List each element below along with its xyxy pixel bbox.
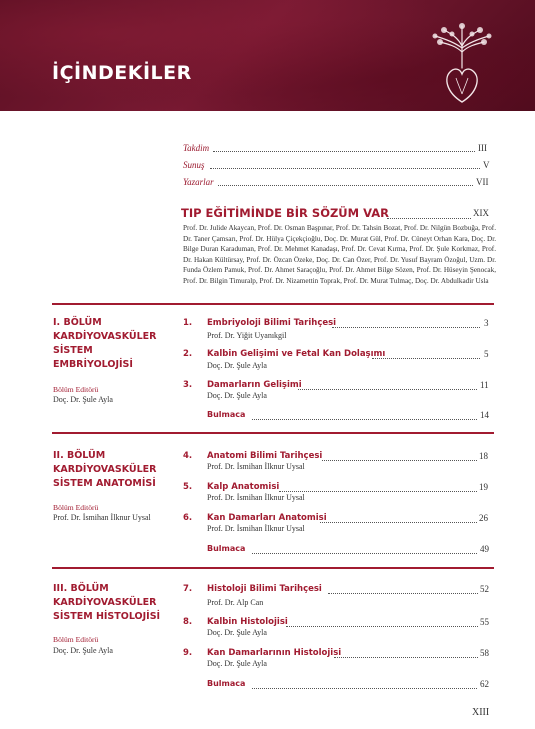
page-number: XIII — [472, 707, 490, 718]
leader-dots — [320, 514, 477, 523]
chapter-number: 4. — [183, 451, 193, 461]
part-title: II. BÖLÜM KARDİYOVASKÜLER SİSTEM ANATOMİSİ — [53, 450, 157, 489]
chapter-number: 3. — [183, 380, 193, 390]
toc-front-label[interactable]: Sunuş — [183, 160, 205, 170]
editor-name: Prof. Dr. İsmihan İlknur Uysal — [53, 513, 151, 522]
toc-front-page: III — [478, 143, 487, 153]
bulmaca-page: 14 — [480, 410, 489, 420]
tip-section-page: XIX — [473, 208, 489, 218]
leader-dots — [252, 680, 477, 689]
leader-dots — [210, 160, 480, 169]
leader-dots — [218, 177, 473, 186]
leader-dots — [252, 411, 477, 420]
editor-label: Bölüm Editörü — [53, 635, 99, 644]
chapter-title[interactable]: Kan Damarlarının Histolojisi — [207, 648, 342, 658]
chapter-number: 5. — [183, 482, 193, 492]
chapter-author: Doç. Dr. Şule Ayla — [207, 361, 267, 370]
toc-front-page: V — [483, 160, 490, 170]
tip-authors-list: Prof. Dr. Julide Akaycan, Prof. Dr. Osman Başpınar, Prof. Dr. Tahsin Bozat, Prof. Dr. Nilgün Bozbuğa, Prof. Dr. Taner Çamsarı, Prof. Dr. Hülya Çiçekçioğlu, Doç. Dr. Murat Gül, Prof. Dr. Cüneyt Orhan Kara, Doç. Dr. Bilge Duran Karaduman, Prof. Dr. Mehmet Kanadaşı, Prof. Dr. Cevat Kırma, Prof. Dr. Şule Korkmaz, Prof. Dr. Hakan Kültürsay, Prof. Dr. Özcan Özeke, Doç. Dr. Can Özer, Prof. Dr. Yusuf Bayram Özoğul, Uzm. Dr. Funda Özlem Pamuk, Prof. Dr. Ahmet Saraçoğlu, Prof. Dr. Ahmet Bilge Sözen, Prof. Dr. Hüseyin Şenocak, Prof. Dr. Bilgin Timuralp, Prof. Dr. Nizamettin Toprak, Prof. Dr. Murat Tulmaç, Doç. Dr. Abdulkadir Usla — [183, 224, 496, 285]
chapter-page: 52 — [480, 584, 489, 594]
leader-dots — [387, 210, 471, 219]
leader-dots — [286, 618, 478, 627]
chapter-number: 1. — [183, 318, 193, 328]
bulmaca-label[interactable]: Bulmaca — [207, 544, 246, 553]
toc-front-label[interactable]: Yazarlar — [183, 177, 214, 187]
chapter-page: 11 — [480, 380, 489, 390]
chapter-title[interactable]: Kalbin Gelişimi ve Fetal Kan Dolaşımı — [207, 349, 386, 359]
chapter-author: Doç. Dr. Şule Ayla — [207, 628, 267, 637]
chapter-page: 5 — [484, 349, 489, 359]
chapter-author: Prof. Dr. İsmihan İlknur Uysal — [207, 493, 305, 502]
editor-label: Bölüm Editörü — [53, 503, 99, 512]
chapter-page: 58 — [480, 648, 489, 658]
chapter-title[interactable]: Anatomi Bilimi Tarihçesi — [207, 451, 323, 461]
leader-dots — [213, 143, 475, 152]
chapter-number: 8. — [183, 617, 193, 627]
leader-dots — [328, 585, 478, 594]
leader-dots — [332, 319, 480, 328]
header-banner — [0, 0, 535, 111]
bulmaca-label[interactable]: Bulmaca — [207, 410, 246, 419]
chapter-author: Prof. Dr. Alp Can — [207, 598, 264, 607]
leader-dots — [298, 381, 477, 390]
chapter-title[interactable]: Kalp Anatomisi — [207, 482, 280, 492]
tip-section-title[interactable]: TIP EĞİTİMİNDE BİR SÖZÜM VAR — [181, 206, 389, 220]
chapter-author: Prof. Dr. İsmihan İlknur Uysal — [207, 524, 305, 533]
bulmaca-label[interactable]: Bulmaca — [207, 679, 246, 688]
leader-dots — [334, 649, 478, 658]
section-divider — [52, 432, 494, 434]
chapter-page: 18 — [479, 451, 488, 461]
chapter-title[interactable]: Damarların Gelişimi — [207, 380, 302, 390]
chapter-author: Prof. Dr. İsmihan İlknur Uysal — [207, 462, 305, 471]
chapter-author: Doç. Dr. Şule Ayla — [207, 391, 267, 400]
bulmaca-page: 62 — [480, 679, 489, 689]
leader-dots — [372, 350, 480, 359]
leader-dots — [279, 483, 477, 492]
chapter-title[interactable]: Kalbin Histolojisi — [207, 617, 288, 627]
leader-dots — [252, 545, 477, 554]
section-divider — [52, 303, 494, 305]
chapter-number: 7. — [183, 584, 193, 594]
editor-label: Bölüm Editörü — [53, 385, 99, 394]
editor-name: Doç. Dr. Şule Ayla — [53, 646, 113, 655]
chapter-title[interactable]: Kan Damarları Anatomisi — [207, 513, 327, 523]
chapter-page: 19 — [479, 482, 488, 492]
heart-tree-logo-icon — [432, 22, 492, 106]
part-title: III. BÖLÜM KARDİYOVASKÜLER SİSTEM HİSTOLOJİSİ — [53, 583, 161, 622]
toc-front-label[interactable]: Takdim — [183, 143, 210, 153]
chapter-title[interactable]: Embriyoloji Bilimi Tarihçesi — [207, 318, 337, 328]
section-divider — [52, 567, 494, 569]
chapter-title[interactable]: Histoloji Bilimi Tarihçesi — [207, 584, 322, 594]
part-title: I. BÖLÜM KARDİYOVASKÜLER SİSTEM EMBRİYOLOJİSİ — [53, 317, 157, 370]
editor-name: Doç. Dr. Şule Ayla — [53, 395, 113, 404]
chapter-number: 9. — [183, 648, 193, 658]
chapter-page: 3 — [484, 318, 489, 328]
chapter-page: 55 — [480, 617, 489, 627]
chapter-author: Prof. Dr. Yiğit Uyanıkgil — [207, 331, 287, 340]
toc-front-page: VII — [476, 177, 489, 187]
chapter-page: 26 — [479, 513, 488, 523]
page-title: İÇİNDEKİLER — [52, 62, 192, 84]
chapter-author: Doç. Dr. Şule Ayla — [207, 659, 267, 668]
chapter-number: 6. — [183, 513, 193, 523]
bulmaca-page: 49 — [480, 544, 489, 554]
chapter-number: 2. — [183, 349, 193, 359]
leader-dots — [322, 452, 477, 461]
